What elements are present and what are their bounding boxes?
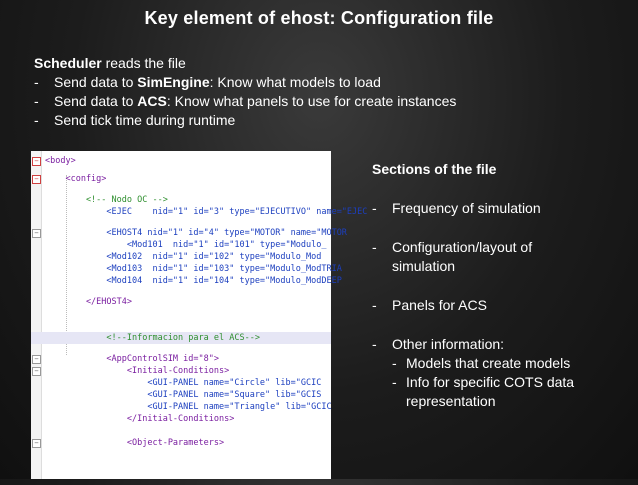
section-item [372, 238, 582, 276]
section-subitem [372, 373, 616, 411]
code-text: </Initial-Conditions> [45, 414, 235, 424]
code-text: <EJEC nid="1" id="3" type="EJECUTIVO" name="EJEC [45, 207, 368, 217]
code-text: <body> [45, 156, 76, 166]
code-text: <AppControlSIM id="8"> [45, 354, 219, 364]
fold-toggle-icon[interactable]: − [32, 229, 41, 238]
slide-title: Key element of ehost: Configuration file [144, 8, 494, 28]
code-text: <GUI-PANEL name="Triangle" lib="GCIC [45, 402, 332, 412]
scheduler-label: Scheduler [34, 55, 102, 71]
bullet-text: Send data to [54, 93, 138, 109]
fold-toggle-icon[interactable]: − [32, 355, 41, 364]
code-line [31, 377, 331, 389]
code-line [31, 389, 331, 401]
bullet-text: Send data to [54, 74, 138, 90]
code-line [31, 251, 331, 263]
code-line [31, 263, 342, 275]
section-subitem [372, 354, 632, 373]
sections-panel [372, 160, 632, 411]
bullet-dash: - [372, 239, 377, 255]
code-line [31, 296, 331, 308]
section-item [372, 296, 632, 315]
intro-bullet [34, 92, 456, 111]
bullet-bold: ACS [137, 93, 167, 109]
code-text: <Object-Parameters> [45, 438, 225, 448]
code-text: <!-- Nodo OC --> [45, 195, 168, 205]
code-line [31, 206, 368, 218]
code-text: <!--Informacion para el ACS--> [45, 333, 260, 343]
code-line-highlighted [31, 332, 331, 344]
fold-toggle-icon[interactable]: − [32, 157, 41, 166]
code-line [31, 437, 331, 449]
code-line [31, 239, 331, 251]
code-text: <Mod103 nid="1" id="103" type="Modulo_ModTRIA [45, 264, 342, 274]
code-text: <Mod101 nid="1" id="101" type="Modulo_ [45, 240, 327, 250]
code-line [31, 227, 347, 239]
bullet-dash: - [34, 74, 39, 90]
bullet-dash: - [372, 336, 377, 352]
bullet-text: : Know what panels to use for create instances [166, 93, 457, 109]
code-line [31, 173, 331, 185]
code-text: <GUI-PANEL name="Circle" lib="GCIC [45, 378, 322, 388]
code-line [31, 353, 331, 365]
section-item [372, 335, 632, 354]
bullet-text: Send tick time during runtime [54, 112, 236, 128]
bullet-dash: - [392, 355, 397, 371]
section-item-label: Panels for ACS [392, 297, 487, 313]
bullet-dash: - [372, 297, 377, 313]
fold-toggle-icon[interactable]: − [32, 367, 41, 376]
bullet-dash: - [34, 112, 39, 128]
code-screenshot [31, 151, 368, 479]
code-text: <GUI-PANEL name="Square" lib="GCIS [45, 390, 322, 400]
fold-toggle-icon[interactable]: − [32, 439, 41, 448]
intro-bullet [34, 73, 456, 92]
bullet-dash: - [392, 374, 397, 390]
bullet-bold: SimEngine [137, 74, 210, 90]
code-text: <Initial-Conditions> [45, 366, 230, 376]
code-text: </EHOST4> [45, 297, 132, 307]
intro-lead [34, 54, 456, 73]
section-item [372, 199, 632, 218]
section-item-label: Configuration/layout of simulation [392, 239, 533, 274]
code-text: <Mod102 nid="1" id="102" type="Modulo_Mod [45, 252, 322, 262]
section-subitem-label: Info for specific COTS data representation [406, 374, 575, 409]
sections-title: Sections of the file [372, 161, 497, 177]
fold-toggle-icon[interactable]: − [32, 175, 41, 184]
bullet-dash: - [34, 93, 39, 109]
section-item-label: Other information: [392, 336, 505, 352]
code-text: <EHOST4 nid="1" id="4" type="MOTOR" name="MOTOR [45, 228, 347, 238]
code-line [31, 194, 331, 206]
intro-bullet [34, 111, 456, 130]
code-line [31, 401, 331, 413]
intro-lead-text: reads the file [101, 55, 186, 71]
bullet-text: : Know what models to load [209, 74, 381, 90]
code-line [31, 365, 331, 377]
code-text: <config> [45, 174, 107, 184]
code-line [31, 275, 342, 287]
bullet-dash: - [372, 200, 377, 216]
code-line [31, 413, 331, 425]
code-text: <Mod104 nid="1" id="104" type="Modulo_ModDEEP [45, 276, 342, 286]
section-item-label: Frequency of simulation [392, 200, 541, 216]
intro-block [34, 54, 456, 130]
section-subitem-label: Models that create models [406, 355, 571, 371]
code-line [31, 155, 331, 167]
